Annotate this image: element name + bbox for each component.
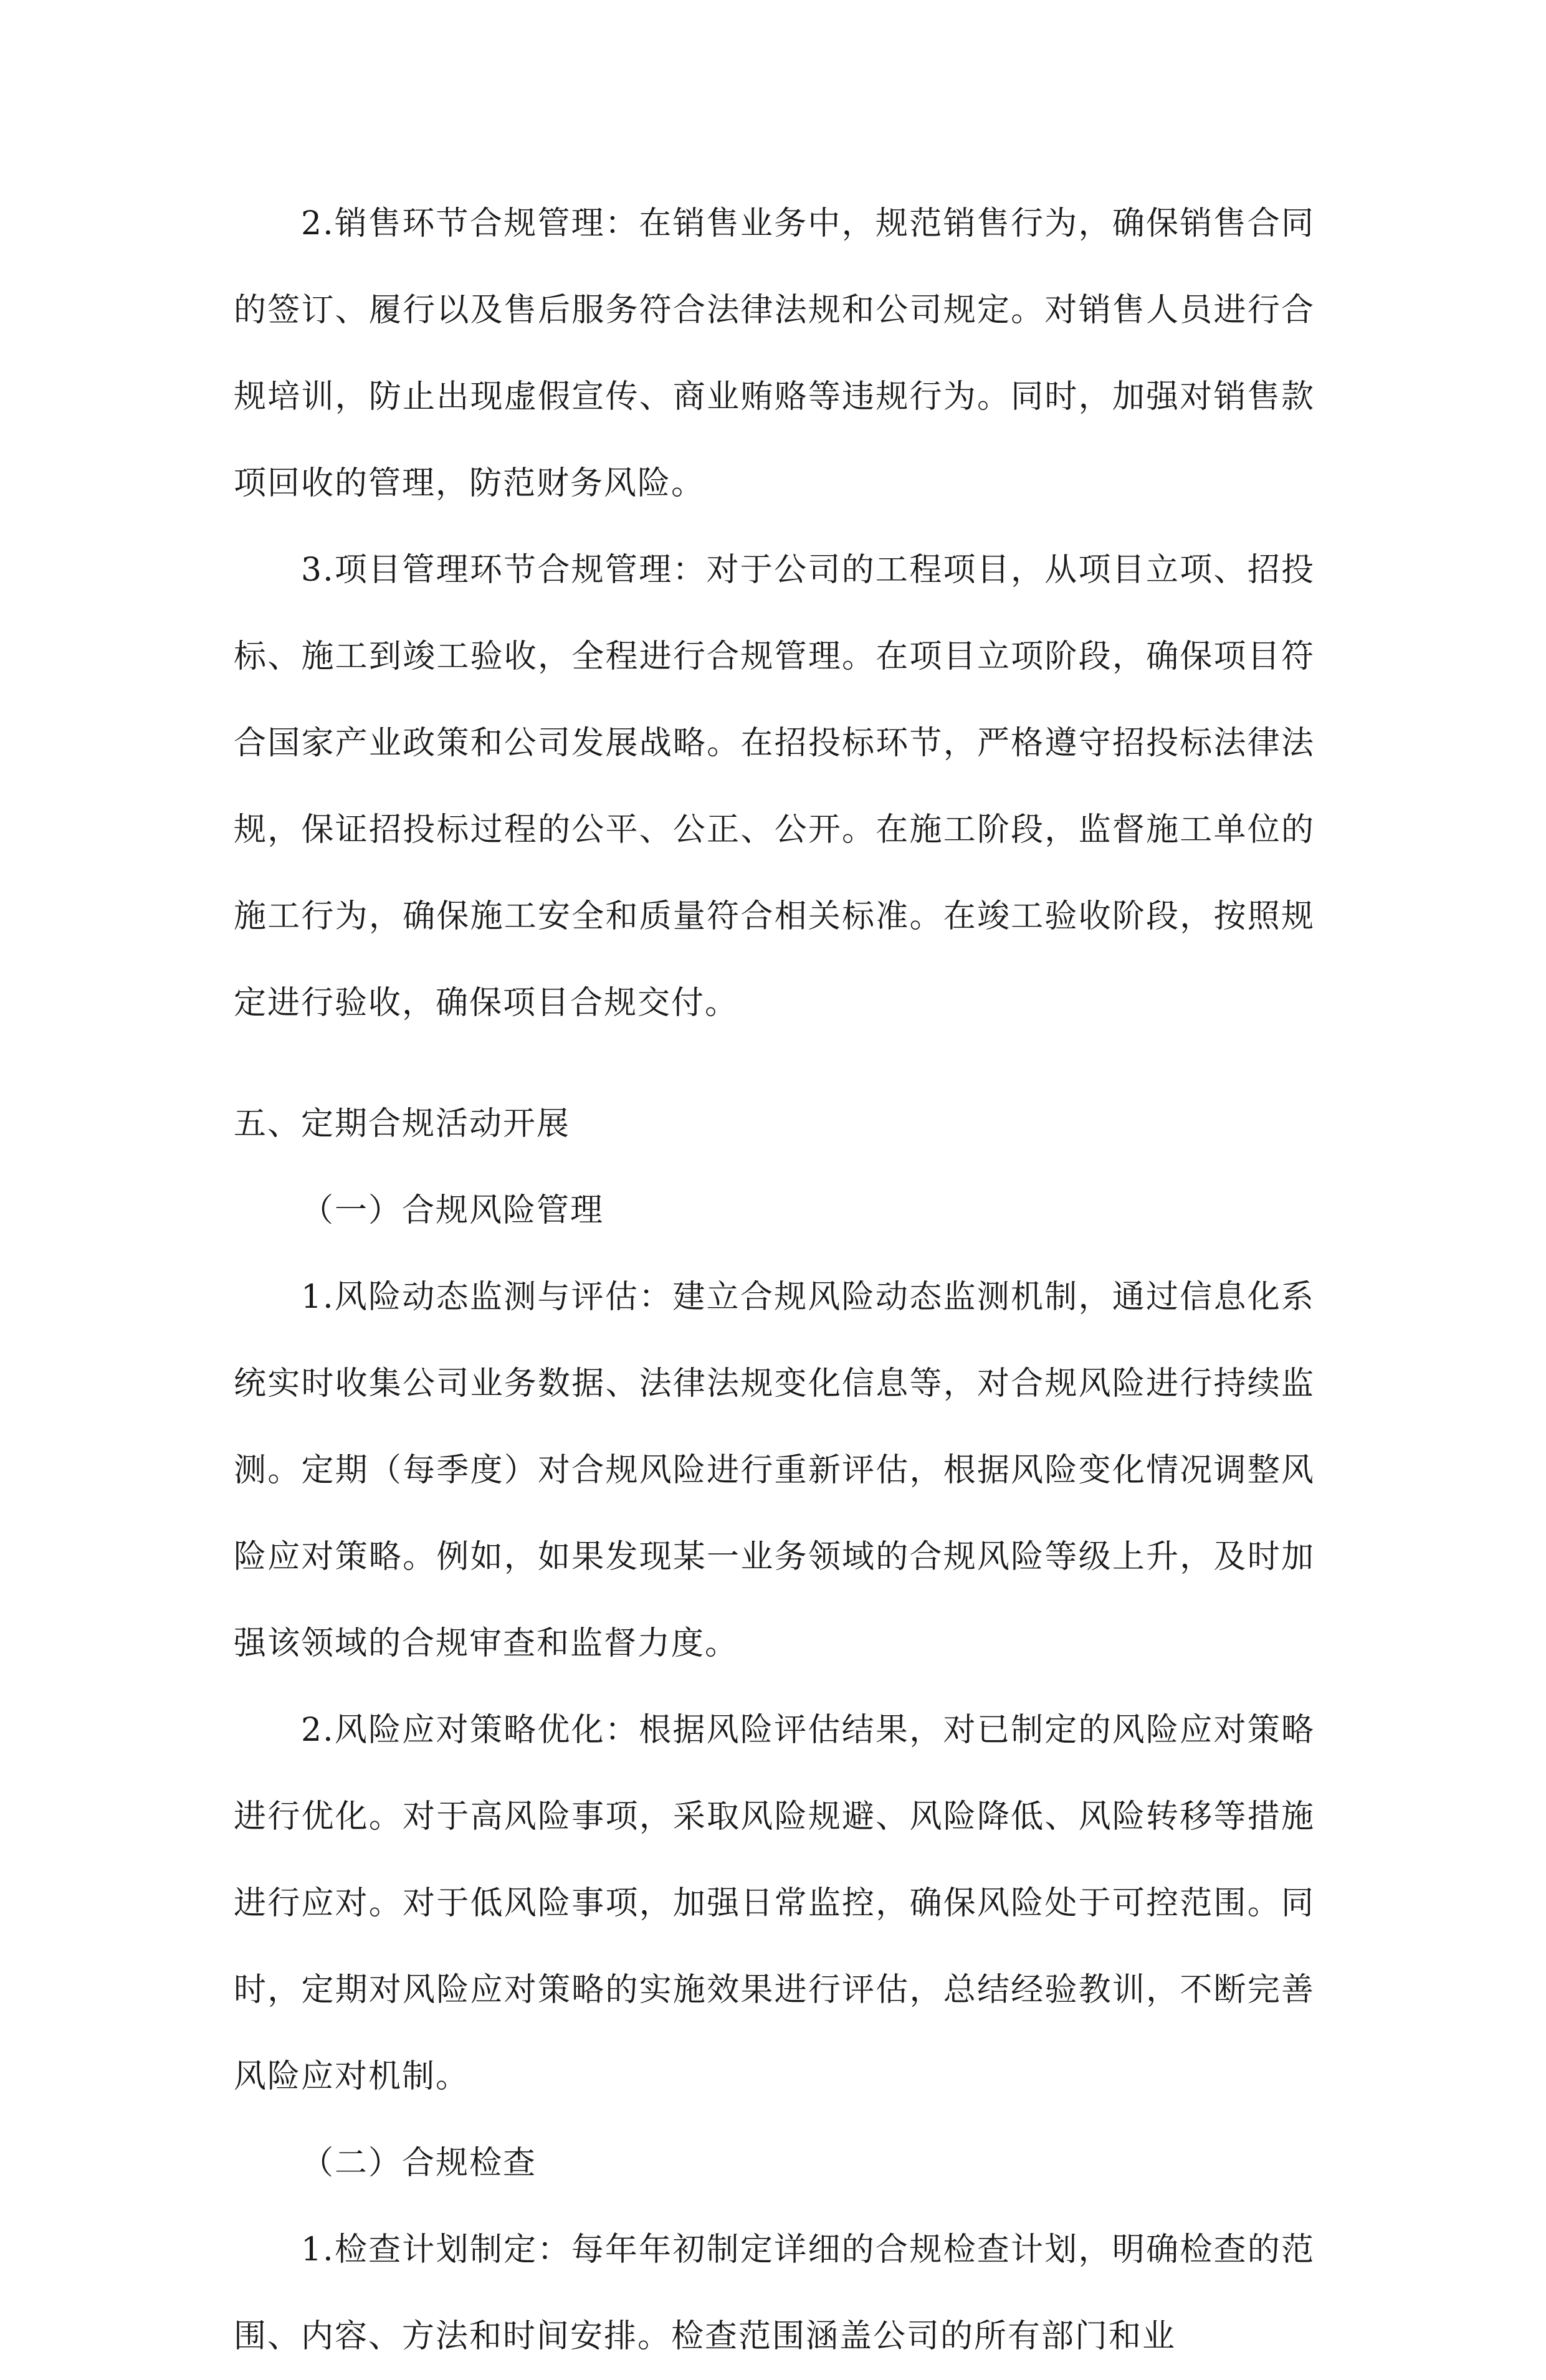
paragraph-sales-compliance: 2.销售环节合规管理：在销售业务中，规范销售行为，确保销售合同的签订、履行以及售后服务符合法律法规和公司规定。对销售人员进行合规培训，防止出现虚假宣传、商业贿赂等违规行为。同时，加强对销售款项回收的管理，防范财务风险。	[234, 205, 1315, 502]
subsection-heading-risk-management: （一）合规风险管理	[301, 1192, 604, 1229]
section-heading-periodic-compliance: 五、定期合规活动开展	[234, 1105, 571, 1143]
paragraph-risk-strategy: 2.风险应对策略优化：根据风险评估结果，对已制定的风险应对策略进行优化。对于高风险事项，采取风险规避、风险降低、风险转移等措施进行应对。对于低风险事项，加强日常监控，确保风险处于可控范围。同时，定期对风险应对策略的实施效果进行评估，总结经验教训，不断完善风险应对机制。	[234, 1711, 1315, 2095]
subsection-heading-compliance-inspection: （二）合规检查	[301, 2144, 537, 2182]
document-page	[234, 181, 1315, 2380]
paragraph-inspection-plan: 1.检查计划制定：每年年初制定详细的合规检查计划，明确检查的范围、内容、方法和时间安排。检查范围涵盖公司的所有部门和业	[234, 2231, 1315, 2355]
paragraph-risk-monitoring: 1.风险动态监测与评估：建立合规风险动态监测机制，通过信息化系统实时收集公司业务数据、法律法规变化信息等，对合规风险进行持续监测。定期（每季度）对合规风险进行重新评估，根据风险变化情况调整风险应对策略。例如，如果发现某一业务领域的合规风险等级上升，及时加强该领域的合规审查和监督力度。	[234, 1278, 1315, 1662]
paragraph-project-compliance: 3.项目管理环节合规管理：对于公司的工程项目，从项目立项、招投标、施工到竣工验收，全程进行合规管理。在项目立项阶段，确保项目符合国家产业政策和公司发展战略。在招投标环节，严格遵守招投标法律法规，保证招投标过程的公平、公正、公开。在施工阶段，监督施工单位的施工行为，确保施工安全和质量符合相关标准。在竣工验收阶段，按照规定进行验收，确保项目合规交付。	[234, 551, 1315, 1022]
